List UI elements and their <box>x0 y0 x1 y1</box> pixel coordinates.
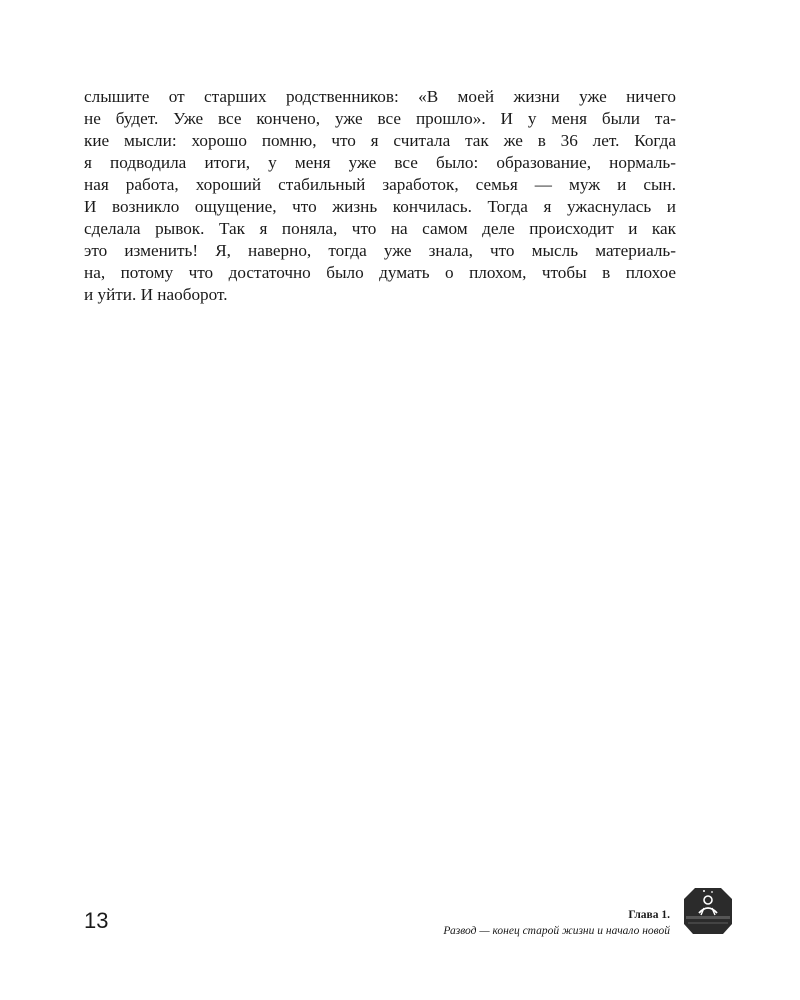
page-number: 13 <box>84 908 109 933</box>
text-line: сделала рывок. Так я поняла, что на самом деле происходит и как <box>84 219 676 238</box>
body-text <box>84 86 676 306</box>
chapter-title: Развод — конец старой жизни и начало новой <box>443 925 670 937</box>
chapter-emblem-icon <box>682 886 734 936</box>
text-line: на, потому что достаточно было думать о плохом, чтобы в плохое <box>84 263 676 282</box>
text-line: и уйти. И наоборот. <box>84 285 228 304</box>
text-line: я подводила итоги, у меня уже все было: образование, нормаль- <box>84 153 676 172</box>
text-line: кие мысли: хорошо помню, что я считала так же в 36 лет. Когда <box>84 131 676 150</box>
text-line: слышите от старших родственников: «В моей жизни уже ничего <box>84 87 676 106</box>
text-line: не будет. Уже все кончено, уже все прошло». И у меня были та- <box>84 109 676 128</box>
text-line: И возникло ощущение, что жизнь кончилась. Тогда я ужаснулась и <box>84 197 676 216</box>
text-line: это изменить! Я, наверно, тогда уже знала, что мысль материаль- <box>84 241 676 260</box>
chapter-label: Глава 1. <box>628 909 670 921</box>
text-line: ная работа, хороший стабильный заработок, семья — муж и сын. <box>84 175 676 194</box>
chapter-running-head <box>443 907 670 939</box>
